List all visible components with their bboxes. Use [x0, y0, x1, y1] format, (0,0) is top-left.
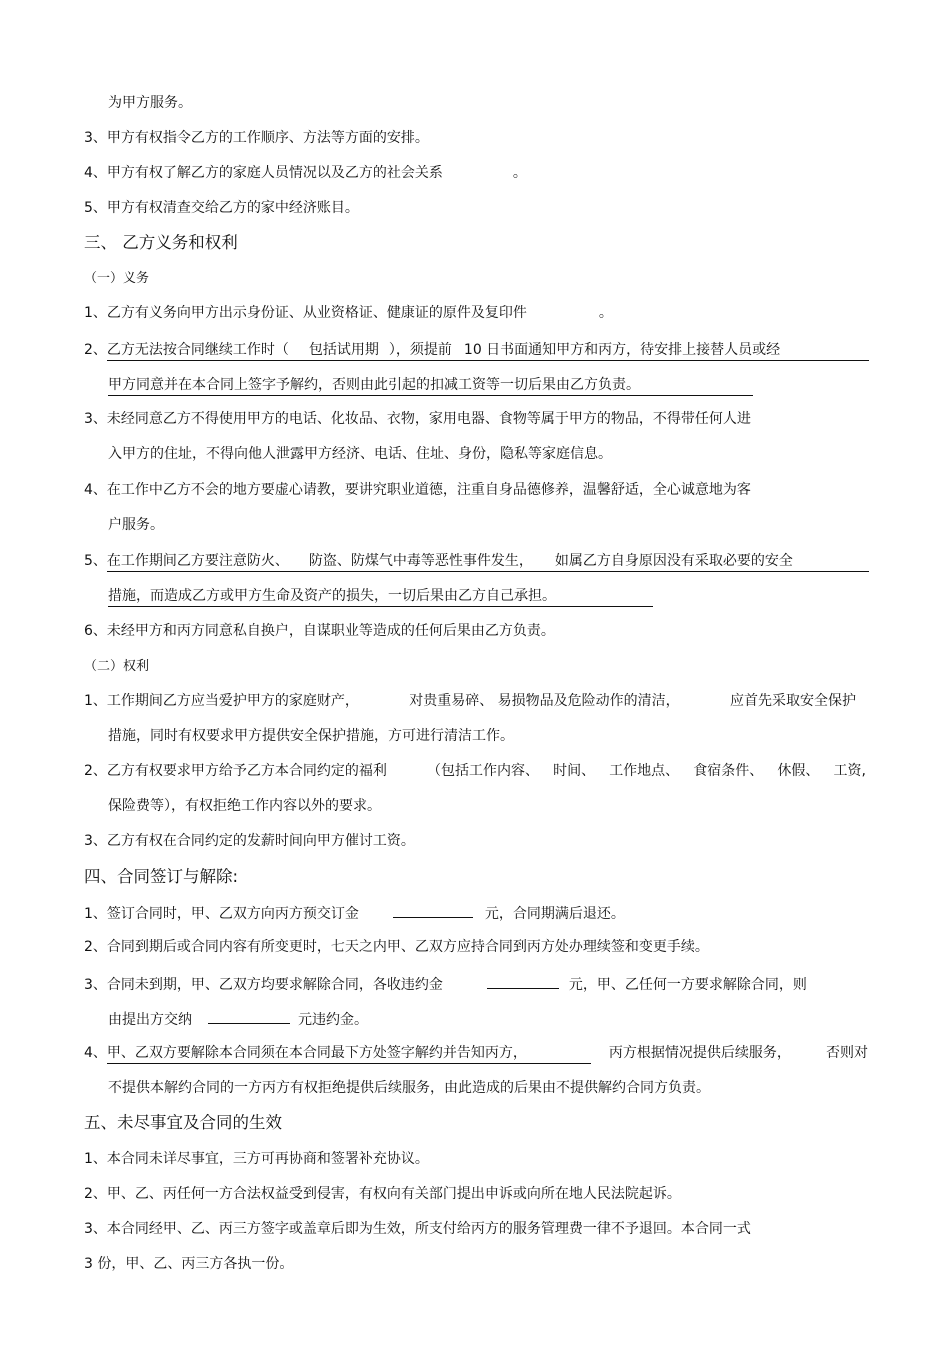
duty-5-cont: 措施，而造成乙方或甲方生命及资产的损失，一切后果由乙方自己承担。: [108, 587, 653, 607]
duty-label: （一）义务: [84, 271, 150, 286]
right-2: 2、乙方有权要求甲方给予乙方本合同约定的福利 （包括工作内容、 时间、 工作地点、 食宿条件、 休假、 工资,: [84, 763, 866, 779]
contract-3-cont: 由提出方交纳 元违约金。: [108, 1009, 368, 1029]
right-3: 3、乙方有权在合同约定的发薪时间向甲方催讨工资。: [84, 833, 415, 849]
effect-3: 3、本合同经甲、乙、丙三方签字或盖章后即为生效，所支付给丙方的服务管理费一律不予退回。本合同一式: [84, 1221, 751, 1237]
right-1: 1、工作期间乙方应当爱护甲方的家庭财产， 对贵重易碎、 易损物品及危险动作的清洁， 应首先采取安全保护: [84, 693, 856, 709]
deposit-blank[interactable]: [393, 903, 473, 918]
effect-2: 2、甲、乙、丙任何一方合法权益受到侵害，有权向有关部门提出申诉或向所在地人民法院起诉。: [84, 1186, 681, 1202]
contract-4: 4、甲、乙双方要解除本合同须在本合同最下方处签字解约并告知丙方， 丙方根据情况提供后续服务， 否则对: [84, 1044, 868, 1064]
duty-6: 6、未经甲方和丙方同意私自换户，自谋职业等造成的任何后果由乙方负责。: [84, 623, 555, 639]
clause-text: 为甲方服务。: [108, 95, 192, 111]
effect-1: 1、本合同未详尽事宜，三方可再协商和签署补充协议。: [84, 1151, 429, 1167]
clause-2-3: 3、甲方有权指令乙方的工作顺序、方法等方面的安排。: [84, 130, 429, 146]
duty-3-cont: 入甲方的住址，不得向他人泄露甲方经济、电话、住址、身份，隐私等家庭信息。: [108, 446, 612, 462]
section-5-heading: 五、未尽事宜及合同的生效: [84, 1113, 282, 1132]
section-4-heading: 四、合同签订与解除:: [84, 867, 239, 886]
rights-label: （二）权利: [84, 659, 150, 674]
clause-2-5: 5、甲方有权清查交给乙方的家中经济账目。: [84, 200, 359, 216]
section-3-heading: 三、 乙方义务和权利: [84, 233, 238, 252]
right-2-cont: 保险费等），有权拒绝工作内容以外的要求。: [108, 798, 381, 814]
duty-2-cont: 甲方同意并在本合同上签字予解约，否则由此引起的扣减工资等一切后果由乙方负责。: [108, 376, 753, 396]
contract-1: 1、签订合同时，甲、乙双方向丙方预交订金 元，合同期满后退还。: [84, 903, 625, 923]
contract-3: 3、合同未到期，甲、乙双方均要求解除合同，各收违约金 元，甲、乙任何一方要求解除合同，则: [84, 974, 807, 994]
duty-2: 2、乙方无法按合同继续工作时（ 包括试用期 ），须提前 10 日书面通知甲方和丙方，待安排上接替人员或经: [84, 341, 870, 361]
contract-4-cont: 不提供本解约合同的一方丙方有权拒绝提供后续服务，由此造成的后果由不提供解约合同方负责。: [108, 1080, 710, 1096]
duty-1: 1、乙方有义务向甲方出示身份证、从业资格证、健康证的原件及复印件 。: [84, 305, 613, 321]
penalty-blank[interactable]: [487, 974, 559, 989]
duty-4-cont: 户服务。: [108, 517, 164, 533]
duty-5: 5、在工作期间乙方要注意防火、 防盗、防煤气中毒等恶性事件发生， 如属乙方自身原因没有采取必要的安全: [84, 552, 870, 572]
contract-2: 2、合同到期后或合同内容有所变更时，七天之内甲、乙双方应持合同到丙方处办理续签和变更手续。: [84, 939, 709, 955]
effect-3-cont: 3 份，甲、乙、丙三方各执一份。: [84, 1256, 294, 1272]
clause-2-4: 4、甲方有权了解乙方的家庭人员情况以及乙方的社会关系 。: [84, 165, 527, 181]
duty-4: 4、在工作中乙方不会的地方要虚心请教，要讲究职业道德，注重自身品德修养，温馨舒适，全心诚意地为客: [84, 482, 751, 498]
right-1-cont: 措施，同时有权要求甲方提供安全保护措施，方可进行清洁工作。: [108, 728, 514, 744]
duty-3: 3、未经同意乙方不得使用甲方的电话、化妆品、衣物，家用电器、食物等属于甲方的物品，不得带任何人进: [84, 411, 751, 427]
penalty-paid-blank[interactable]: [208, 1009, 290, 1024]
